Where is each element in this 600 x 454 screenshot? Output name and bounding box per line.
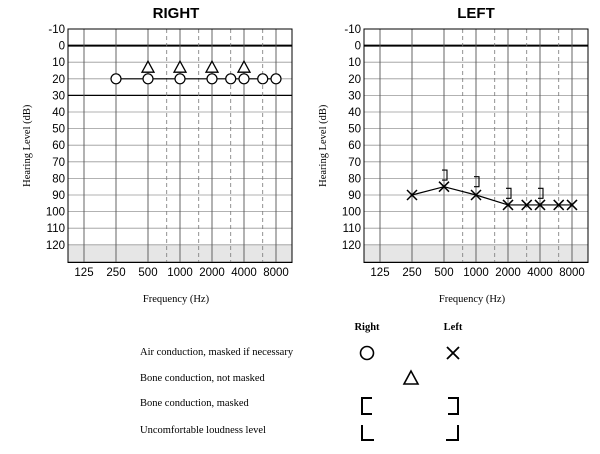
y-tick-label: 100 bbox=[45, 206, 65, 219]
y-tick-label: 70 bbox=[52, 156, 65, 169]
y-tick-label: 10 bbox=[52, 57, 65, 70]
y-tick-label: 20 bbox=[52, 73, 65, 86]
x-tick-label: 8000 bbox=[559, 267, 585, 279]
x-tick-label: 250 bbox=[106, 267, 126, 279]
chart-title: RIGHT bbox=[152, 5, 200, 22]
triangle-marker bbox=[174, 61, 186, 72]
triangle-marker bbox=[238, 61, 250, 72]
y-tick-label: 90 bbox=[52, 190, 65, 202]
y-tick-label: 90 bbox=[348, 190, 361, 202]
bracket-open-icon bbox=[362, 398, 372, 414]
x-tick-label: 8000 bbox=[263, 267, 289, 279]
x-tick-label: 2000 bbox=[199, 267, 225, 279]
x-tick-label: 500 bbox=[138, 267, 158, 279]
triangle-marker bbox=[206, 61, 218, 72]
corner-left-icon bbox=[362, 425, 374, 440]
y-tick-label: -10 bbox=[48, 24, 65, 36]
x-tick-label: 4000 bbox=[231, 267, 257, 279]
y-tick-label: 50 bbox=[348, 123, 361, 136]
legend-row-label: Bone conduction, not masked bbox=[140, 373, 265, 384]
symbol-legend bbox=[140, 322, 463, 440]
circle-marker bbox=[226, 74, 236, 84]
circle-marker bbox=[239, 74, 249, 84]
x-tick-label: 2000 bbox=[495, 267, 521, 279]
x-tick-label: 125 bbox=[370, 267, 390, 279]
y-tick-label: 50 bbox=[52, 123, 65, 136]
chart-title: LEFT bbox=[457, 5, 495, 22]
legend-row-label: Bone conduction, masked bbox=[140, 398, 249, 409]
y-tick-label: -10 bbox=[344, 24, 361, 36]
circle-icon bbox=[361, 347, 374, 360]
legend-row-label: Uncomfortable loudness level bbox=[140, 425, 266, 436]
bracket-close-icon bbox=[448, 398, 458, 414]
y-tick-label: 110 bbox=[342, 223, 361, 236]
y-tick-label: 10 bbox=[348, 57, 361, 70]
circle-marker bbox=[143, 74, 153, 84]
y-tick-label: 30 bbox=[52, 90, 65, 103]
y-tick-label: 60 bbox=[52, 140, 65, 153]
y-tick-label: 80 bbox=[348, 173, 361, 186]
y-tick-label: 100 bbox=[341, 206, 361, 219]
series-line bbox=[412, 187, 572, 205]
bracket-marker bbox=[506, 188, 511, 198]
x-tick-label: 1000 bbox=[463, 267, 489, 279]
bracket-marker bbox=[538, 188, 543, 198]
y-tick-label: 40 bbox=[348, 107, 361, 119]
y-tick-label: 30 bbox=[348, 90, 361, 103]
y-tick-label: 110 bbox=[46, 223, 65, 236]
y-tick-label: 0 bbox=[354, 40, 361, 53]
corner-right-icon bbox=[446, 425, 458, 440]
legend-header-right: Right bbox=[354, 322, 380, 333]
audiogram-right bbox=[22, 5, 292, 305]
circle-marker bbox=[207, 74, 217, 84]
x-axis-label: Frequency (Hz) bbox=[438, 294, 506, 305]
circle-marker bbox=[258, 74, 268, 84]
x-tick-label: 1000 bbox=[167, 267, 193, 279]
circle-marker bbox=[175, 74, 185, 84]
y-tick-label: 120 bbox=[341, 239, 361, 252]
circle-marker bbox=[271, 74, 281, 84]
x-icon bbox=[447, 347, 459, 359]
x-axis-label: Frequency (Hz) bbox=[142, 294, 210, 305]
y-tick-label: 20 bbox=[348, 73, 361, 86]
legend-header-left: Left bbox=[443, 322, 463, 333]
x-tick-label: 4000 bbox=[527, 267, 553, 279]
triangle-icon bbox=[404, 371, 418, 384]
circle-marker bbox=[111, 74, 121, 84]
triangle-marker bbox=[142, 61, 154, 72]
y-tick-label: 120 bbox=[45, 239, 65, 252]
x-tick-label: 125 bbox=[74, 267, 94, 279]
x-tick-label: 250 bbox=[402, 267, 422, 279]
y-tick-label: 40 bbox=[52, 107, 65, 119]
y-tick-label: 80 bbox=[52, 173, 65, 186]
y-axis-label: Hearing Level (dB) bbox=[22, 104, 33, 187]
legend-row-label: Air conduction, masked if necessary bbox=[140, 347, 294, 358]
x-tick-label: 500 bbox=[434, 267, 454, 279]
y-tick-label: 0 bbox=[58, 40, 65, 53]
audiogram-left bbox=[318, 5, 588, 305]
y-tick-label: 60 bbox=[348, 140, 361, 153]
y-axis-label: Hearing Level (dB) bbox=[318, 104, 329, 187]
y-tick-label: 70 bbox=[348, 156, 361, 169]
